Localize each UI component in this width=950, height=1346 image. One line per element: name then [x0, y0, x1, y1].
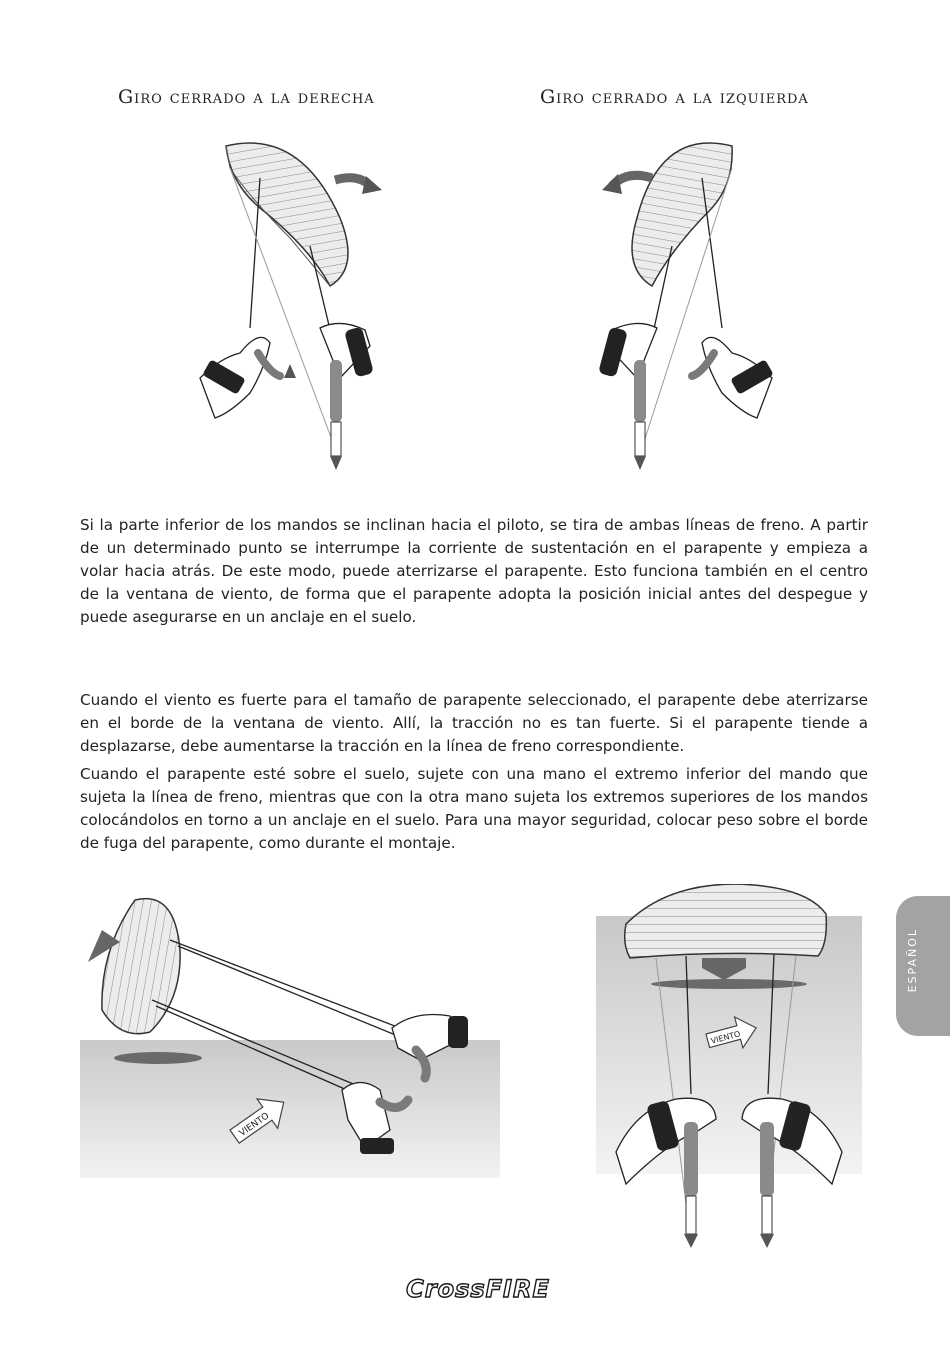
wind-label-1: VIENTO — [237, 1111, 272, 1139]
language-tab-label: ESPAÑOL — [906, 928, 919, 993]
right-turn-illustration — [190, 128, 420, 473]
logo-text: CrossFIRE — [406, 1275, 550, 1303]
crossfire-logo — [386, 1272, 570, 1306]
edge-landing-illustration — [80, 890, 500, 1180]
paragraph-strong-wind: Cuando el viento es fuerte para el tamaño de parapente seleccionado, el parapente debe aterrizarse en el borde de la ventana de viento. Allí, la tracción no es tan fuerte. Si el parapente tiende a desplazarse, debe aumentarse la tracción en la línea de freno correspondiente. — [80, 691, 868, 755]
language-tab — [896, 896, 950, 1036]
heading-right-turn: Giro cerrado a la derecha — [118, 86, 375, 108]
center-landing-illustration — [596, 884, 862, 1256]
paragraph-securing: Cuando el parapente esté sobre el suelo, sujete con una mano el extremo inferior del mando que sujeta la línea de freno, mientras que con la otra mano sujeta los extremos superiores de los mandos colocándolos en torno a un anclaje en el suelo. Para una mayor seguridad, colocar peso sobre el borde de fuga del parapente, como durante el montaje. — [80, 765, 868, 852]
paragraph-landing: Si la parte inferior de los mandos se inclinan hacia el piloto, se tira de ambas líneas de freno. A partir de un determinado punto se interrumpe la corriente de sustentación en el parapente y empieza a volar hacia atrás. De este modo, puede aterrizarse el parapente. Esto funciona también en el centro de la ventana de viento, de forma que el parapente adopta la posición inicial antes del despegue y puede asegurarse en un anclaje en el suelo. — [80, 516, 868, 626]
heading-left-turn: Giro cerrado a la izquierda — [540, 86, 809, 108]
left-turn-illustration — [582, 128, 792, 473]
wind-label-2: VIENTO — [709, 1029, 742, 1046]
